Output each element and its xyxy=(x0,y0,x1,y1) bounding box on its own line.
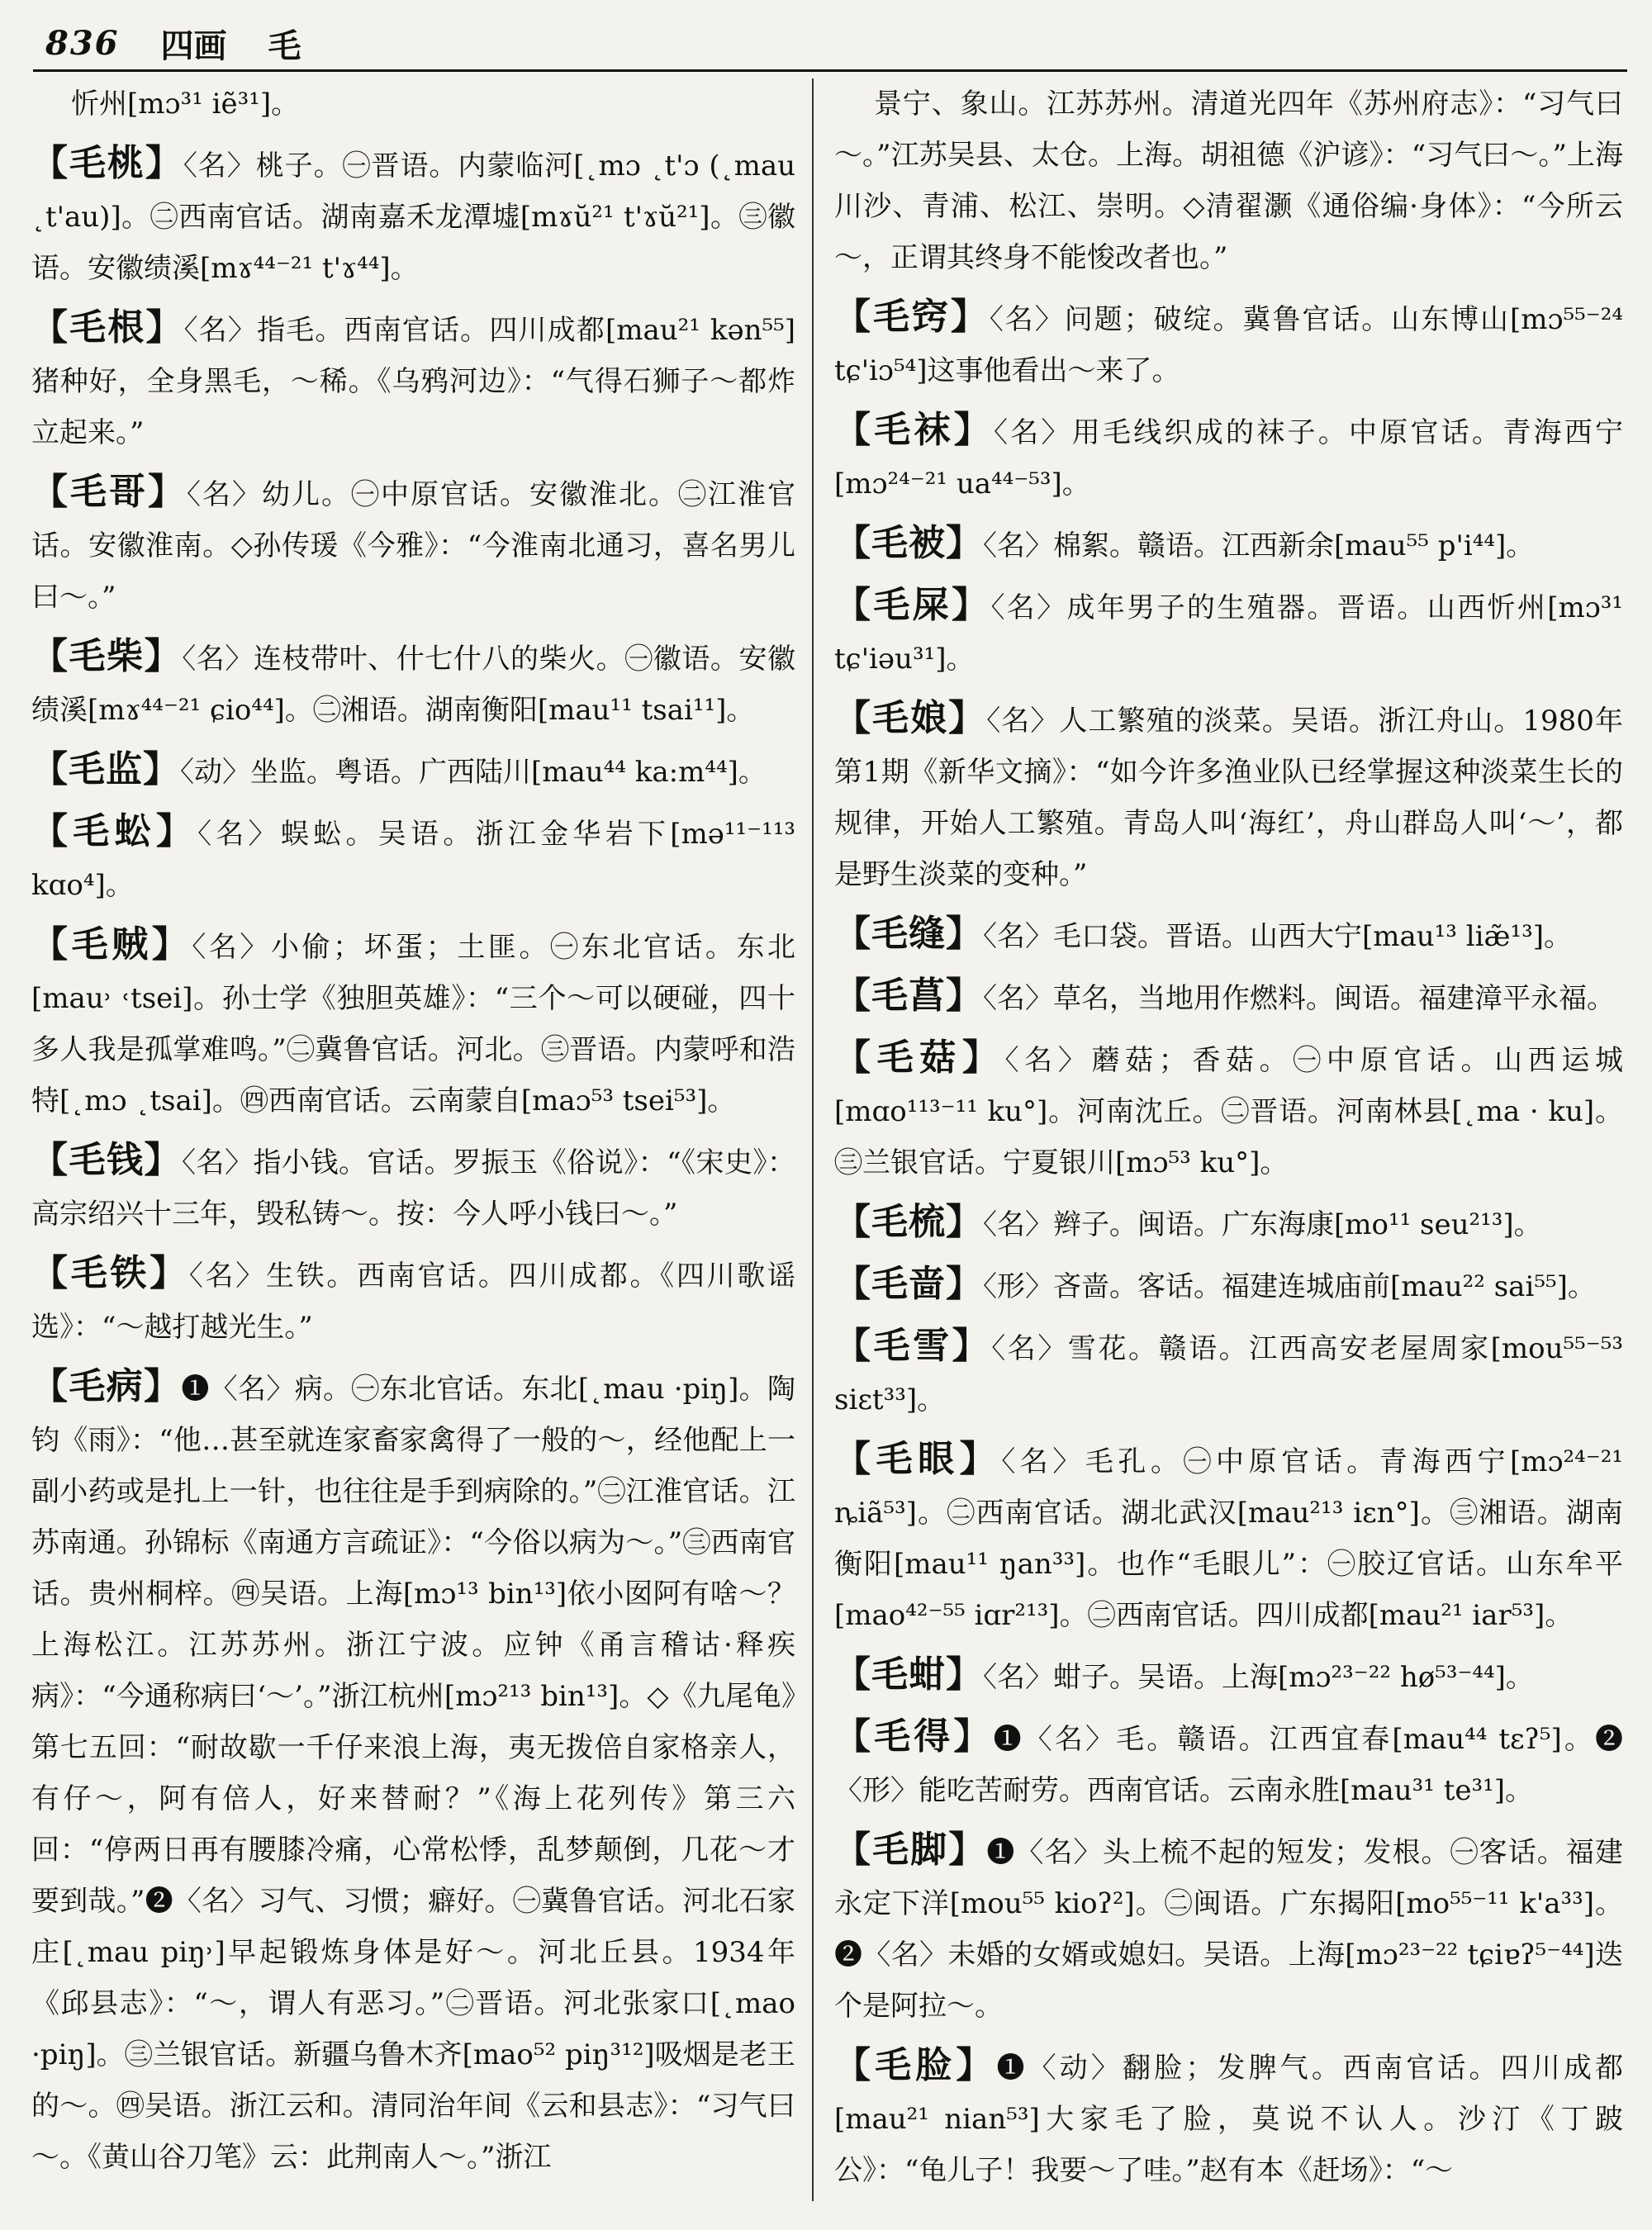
entry-headword: 【毛雪】 xyxy=(834,1325,992,1367)
entry-text: 〈名〉生铁。西南官话。四川成都。《四川歌谣选》：“～越打越光生。” xyxy=(31,1260,796,1344)
entry-headword: 【毛蚣】 xyxy=(31,810,198,852)
entry xyxy=(31,806,795,911)
entry-continuation xyxy=(834,76,1623,283)
entry xyxy=(834,1824,1623,2032)
entry-text: 〈名〉人工繁殖的淡菜。吴语。浙江舟山。1980年第1期《新华文摘》：“如今许多渔业队已经掌握这种淡菜生长的规律，开始人工繁殖。青岛人叫‘海红’，舟山群岛人叫‘～’，都是野生淡菜的变种。” xyxy=(834,705,1623,891)
entry-headword: 【毛屎】 xyxy=(834,584,991,626)
entry-text: 〈名〉辫子。闽语。广东海康[mo¹¹ seu²¹³]。 xyxy=(983,1208,1542,1241)
entry-text: 忻州[mɔ³¹ iẽ³¹]。 xyxy=(71,88,300,121)
entry xyxy=(31,467,795,623)
header-rule xyxy=(33,69,1627,72)
entry-text: 〈名〉连枝带叶、什七什八的柴火。㊀徽语。安徽绩溪[mɤ⁴⁴⁻²¹ ɕio⁴⁴]。㊁湘语。湖南衡阳[mau¹¹ tsai¹¹]。 xyxy=(31,643,796,727)
entry xyxy=(834,1321,1623,1426)
entry-headword: 【毛梳】 xyxy=(834,1201,983,1243)
entry-text: 〈名〉雪花。赣语。江西高安老屋周家[mou⁵⁵⁻⁵³ siɛt³³]。 xyxy=(834,1332,1624,1416)
entry-headword: 【毛钱】 xyxy=(31,1139,183,1181)
entry-headword: 【毛贼】 xyxy=(31,923,192,966)
entry-headword: 【毛缝】 xyxy=(834,913,983,955)
entry xyxy=(834,2040,1623,2196)
entry xyxy=(31,1135,795,1240)
entry-headword: 【毛病】 xyxy=(31,1365,182,1407)
entry-text: 〈形〉吝啬。客话。福建连城庙前[mau²² sai⁵⁵]。 xyxy=(983,1270,1596,1303)
entry-text: 〈动〉坐监。粤语。广西陆川[mau⁴⁴ ka:m⁴⁴]。 xyxy=(180,756,767,789)
entry xyxy=(834,405,1623,510)
entry-text: 〈名〉棉絮。赣语。江西新余[mau⁵⁵ p'i⁴⁴]。 xyxy=(983,529,1535,562)
entry-text: 〈名〉毛口袋。晋语。山西大宁[mau¹³ liæ̃¹³]。 xyxy=(983,920,1572,953)
entry-headword: 【毛脸】 xyxy=(834,2044,997,2086)
entry xyxy=(31,302,795,458)
entry-headword: 【毛得】 xyxy=(834,1715,994,1758)
entry xyxy=(834,693,1623,900)
entry-headword: 【毛娘】 xyxy=(834,697,987,739)
section-label: 四画 xyxy=(160,26,227,65)
entry-text: 〈名〉毛孔。㊀中原官话。青海西宁[mɔ²⁴⁻²¹ ȵiã⁵³]。㊁西南官话。湖北武汉[mau²¹³ iɛn°]。㊂湘语。湖南衡阳[mau¹¹ ŋan³³]。也作“毛眼儿”：㊀胶辽官话。山东牟平[mao⁴²⁻⁵⁵ iɑr²¹³]。㊁西南官话。四川成都[mau²¹ iar⁵³]。 xyxy=(834,1445,1624,1632)
entry-headword: 【毛菇】 xyxy=(834,1037,1005,1079)
entry xyxy=(834,1711,1623,1816)
entry-text: 〈名〉幼儿。㊀中原官话。安徽淮北。㊁江淮官话。安徽淮南。◇孙传瑗《今雅》：“今淮南北通习，喜名男儿曰～。” xyxy=(31,478,795,614)
entry-headword: 【毛铁】 xyxy=(31,1252,189,1294)
entry xyxy=(834,1649,1623,1703)
entry xyxy=(834,518,1623,572)
entry-text: 〈名〉蘑菇；香菇。㊀中原官话。山西运城[mɑo¹¹³⁻¹¹ ku°]。河南沈丘。㊁晋语。河南林县[˛ma · ku]。㊂兰银官话。宁夏银川[mɔ⁵³ ku°]。 xyxy=(834,1044,1623,1179)
entry-headword: 【毛袜】 xyxy=(834,409,994,451)
left-column xyxy=(31,76,795,2191)
entry-text: 〈名〉问题；破绽。冀鲁官话。山东博山[mɔ⁵⁵⁻²⁴ tɕ'iɔ⁵⁴]这事他看出～来了。 xyxy=(834,303,1624,387)
entry-headword: 【毛脚】 xyxy=(834,1829,987,1871)
entry-headword: 【毛哥】 xyxy=(31,471,187,513)
right-column xyxy=(834,76,1623,2204)
entry xyxy=(834,1197,1623,1250)
header-character: 毛 xyxy=(268,26,301,65)
entry-text: 〈名〉蚶子。吴语。上海[mɔ²³⁻²² hø⁵³⁻⁴⁴]。 xyxy=(983,1661,1534,1694)
entry-text: 〈名〉用毛线织成的袜子。中原官话。青海西宁[mɔ²⁴⁻²¹ ua⁴⁴⁻⁵³]。 xyxy=(834,416,1623,501)
entry-headword: 【毛眼】 xyxy=(834,1438,1002,1480)
entry xyxy=(31,1361,795,2183)
page-number: 836 xyxy=(45,23,120,63)
page-header xyxy=(45,18,1615,68)
entry-text: ❶〈名〉病。㊀东北官话。东北[˛mau ·piŋ]。陶钧《雨》：“他…甚至就连家畜家禽得了一般的～，经他配上一副小药或是扎上一针，也往往是手到病除的。”㊁江淮官话。江苏南通。孙锦标《南通方言疏证》：“今俗以病为～。”㊂西南官话。贵州桐梓。㊃吴语。上海[mɔ¹³ bin¹³]依小囡阿有啥～？上海松江。江苏苏州。浙江宁波。应钟《甬言稽诂·释疾病》：“今通称病曰‘～’。”浙江杭州[mɔ²¹³ bin¹³]。◇《九尾龟》第七五回：“耐故歇一千仔来浪上海，夷无拨倍自家格亲人，有仔～，阿有倍人，好来替耐？”《海上花列传》第三六回：“停两日再有腰膝冷痛，心常松悸，乱梦颠倒，几花～才要到哉。”❷〈名〉习气、习惯；癖好。㊀冀鲁官话。河北石家庄[˛mau piŋ˒]早起锻炼身体是好～。河北丘县。1934年《邱县志》：“～，谓人有恶习。”㊁晋语。河北张家口[˛mao ·piŋ]。㊂兰银官话。新疆乌鲁木齐[mao⁵² piŋ³¹²]吸烟是老王的～。㊃吴语。浙江云和。清同治年间《云和县志》：“习气曰～。《黄山谷刀笔》云：此荆南人～。”浙江 xyxy=(31,1373,796,2174)
entry xyxy=(834,292,1623,396)
entry xyxy=(31,1248,795,1353)
entry xyxy=(834,1434,1623,1641)
entry xyxy=(31,631,795,736)
entry-headword: 【毛啬】 xyxy=(834,1263,983,1305)
entry-text: 〈名〉指毛。西南官话。四川成都[mau²¹ kən⁵⁵]猪种好，全身黑毛，～稀。《乌鸦河边》：“气得石狮子～都炸立起来。” xyxy=(31,314,795,449)
entry xyxy=(834,909,1623,962)
entry-headword: 【毛监】 xyxy=(31,748,180,790)
entry xyxy=(31,138,795,294)
entry-headword: 【毛桃】 xyxy=(31,142,183,184)
entry-text: 景宁、象山。江苏苏州。清道光四年《苏州府志》：“习气曰～。”江苏吴县、太仓。上海。胡祖德《沪谚》：“习气曰～。”上海川沙、青浦、松江、崇明。◇清翟灏《通俗编·身体》：“今所云～，正谓其终身不能悛改者也。” xyxy=(834,88,1623,274)
entry-headword: 【毛窍】 xyxy=(834,296,990,338)
entry-text: ❶〈名〉头上梳不起的短发；发根。㊀客话。福建永定下洋[mou⁵⁵ kioʔ²]。㊁闽语。广东揭阳[mo⁵⁵⁻¹¹ k'a³³]。❷〈名〉未婚的女婿或媳妇。吴语。上海[mɔ²³⁻²² tɕiɐʔ⁵⁻⁴⁴]迭个是阿拉～。 xyxy=(834,1836,1624,2023)
entry xyxy=(834,1032,1623,1189)
entry-text: 〈名〉小偷；坏蛋；土匪。㊀东北官话。东北[mau˒ ˓tsei]。孙士学《独胆英雄》：“三个～可以硬碰，四十多人我是孤掌难鸣。”㊁冀鲁官话。河北。㊂晋语。内蒙呼和浩特[˛mɔ ˛tsai]。㊃西南官话。云南蒙自[maɔ⁵³ tsei⁵³]。 xyxy=(31,931,796,1117)
entry xyxy=(31,744,795,798)
entry-text: 〈名〉桃子。㊀晋语。内蒙临河[˛mɔ ˛t'ɔ (˛mau ˛t'au)]。㊁西南官话。湖南嘉禾龙潭墟[mɤŭ²¹ t'ɤŭ²¹]。㊂徽语。安徽绩溪[mɤ⁴⁴⁻²¹ t'ɤ⁴⁴]。 xyxy=(31,149,796,285)
entry-headword: 【毛蚶】 xyxy=(834,1654,983,1696)
entry-continuation xyxy=(31,76,795,130)
entry-headword: 【毛被】 xyxy=(834,522,983,564)
entry-text: 〈名〉指小钱。官话。罗振玉《俗说》：“《宋史》：高宗绍兴十三年，毁私铸～。按：今人呼小钱曰～。” xyxy=(31,1146,796,1231)
entry-text: 〈名〉成年男子的生殖器。晋语。山西忻州[mɔ³¹ tɕ'iəu³¹]。 xyxy=(834,591,1624,676)
entry-headword: 【毛菖】 xyxy=(834,975,983,1017)
entry-text: ❶〈动〉翻脸；发脾气。西南官话。四川成都[mau²¹ nian⁵³]大家毛了脸，莫说不认人。沙汀《丁跛公》：“龟儿子！我要～了哇。”赵有本《赶场》：“～ xyxy=(834,2052,1624,2187)
entry xyxy=(834,580,1623,685)
entry-text: 〈名〉草名，当地用作燃料。闽语。福建漳平永福。 xyxy=(983,982,1615,1015)
entry xyxy=(834,970,1623,1024)
entry-text: ❶〈名〉毛。赣语。江西宜春[mau⁴⁴ tɛʔ⁵]。❷〈形〉能吃苦耐劳。西南官话。云南永胜[mau³¹ te³¹]。 xyxy=(834,1723,1624,1807)
column-divider xyxy=(812,78,814,2201)
entry xyxy=(834,1259,1623,1312)
entry xyxy=(31,919,795,1127)
entry-headword: 【毛柴】 xyxy=(31,635,183,677)
entry-text: 〈名〉蜈蚣。吴语。浙江金华岩下[mə¹¹⁻¹¹³ kɑo⁴]。 xyxy=(31,818,795,902)
entry-headword: 【毛根】 xyxy=(31,306,184,349)
